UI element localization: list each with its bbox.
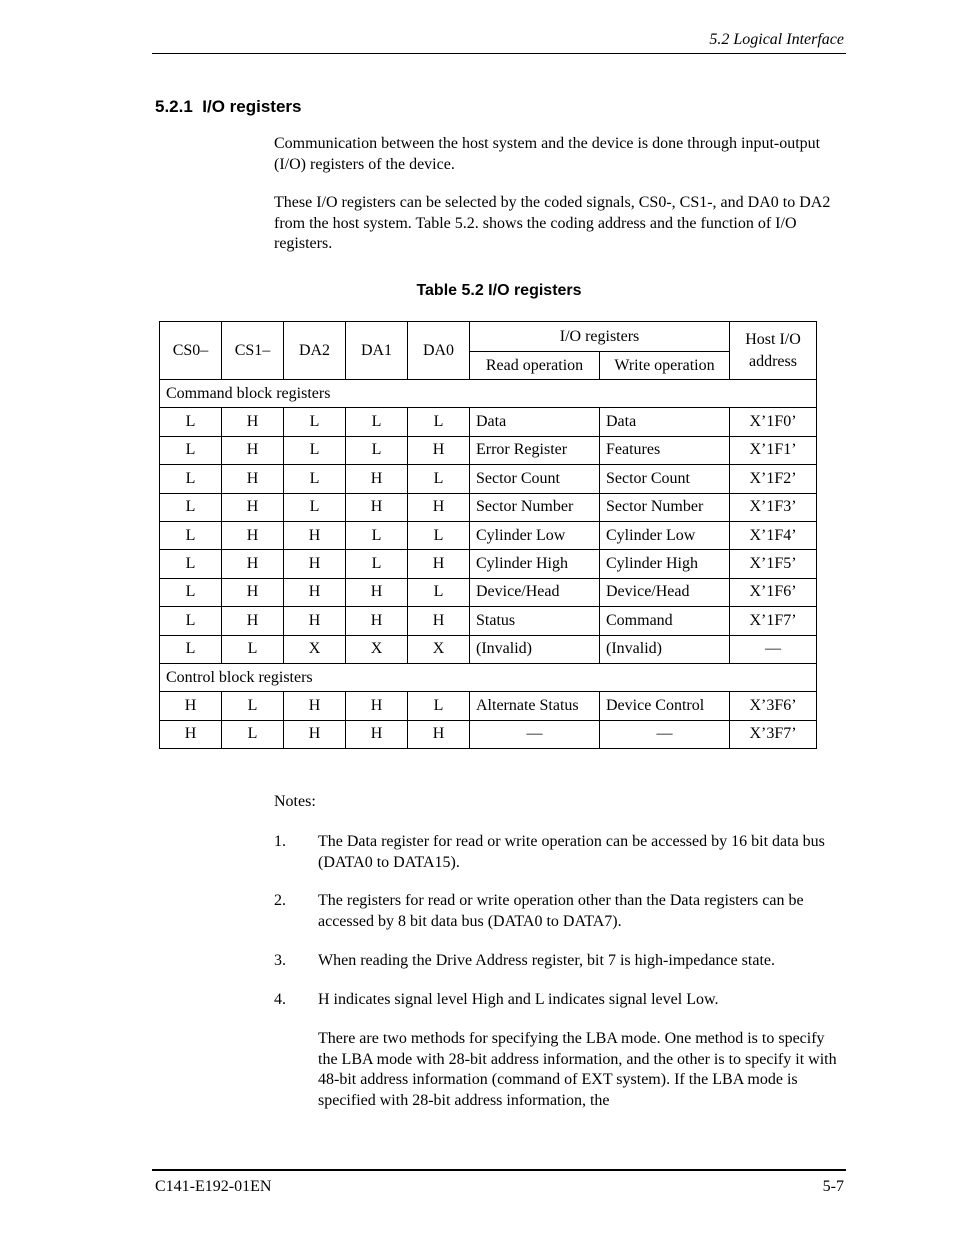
cell-read: (Invalid): [470, 635, 600, 663]
cell-da2: L: [284, 408, 346, 436]
cell-da1: H: [346, 493, 408, 521]
table-row: [160, 635, 817, 663]
group-command-block: Command block registers: [160, 380, 817, 408]
cell-da1: L: [346, 550, 408, 578]
cell-read: Cylinder Low: [470, 521, 600, 549]
cell-read: Error Register: [470, 436, 600, 464]
intro-paragraph-2: These I/O registers can be selected by the coded signals, CS0-, CS1-, and DA0 to DA2 from the host system. Table 5.2. shows the coding address and the function of I/O registers.: [274, 194, 831, 252]
cell-write: Sector Number: [600, 493, 730, 521]
cell-cs1: L: [222, 635, 284, 663]
cell-da1: L: [346, 408, 408, 436]
cell-cs0: L: [160, 465, 222, 493]
group-control-block: Control block registers: [160, 663, 817, 691]
cell-da2: L: [284, 493, 346, 521]
cell-da0: L: [408, 692, 470, 720]
intro-paragraph-1: Communication between the host system and the device is done through input-output (I/O) registers of the device.: [274, 135, 821, 173]
cell-cs1: H: [222, 408, 284, 436]
header-read-operation: Read operation: [470, 352, 600, 380]
cell-da0: H: [408, 493, 470, 521]
header-write-operation: Write operation: [600, 352, 730, 380]
cell-da2: H: [284, 521, 346, 549]
table-row: [160, 521, 817, 549]
cell-da0: L: [408, 578, 470, 606]
cell-read: Sector Count: [470, 465, 600, 493]
note-number: 2.: [274, 892, 286, 909]
cell-read: Device/Head: [470, 578, 600, 606]
cell-write: Features: [600, 436, 730, 464]
cell-write: Command: [600, 607, 730, 635]
notes-label: Notes:: [274, 793, 316, 810]
cell-da2: L: [284, 436, 346, 464]
table-row: [160, 493, 817, 521]
cell-write: Device/Head: [600, 578, 730, 606]
cell-da0: L: [408, 521, 470, 549]
cell-da2: X: [284, 635, 346, 663]
cell-cs0: L: [160, 436, 222, 464]
cell-da0: H: [408, 607, 470, 635]
cell-da2: H: [284, 692, 346, 720]
table-caption: Table 5.2 I/O registers: [416, 282, 582, 299]
cell-da2: H: [284, 720, 346, 748]
cell-write: (Invalid): [600, 635, 730, 663]
table-row: [160, 607, 817, 635]
cell-da0: H: [408, 436, 470, 464]
cell-read: Alternate Status: [470, 692, 600, 720]
cell-da1: H: [346, 578, 408, 606]
cell-host-address: X’1F4’: [730, 521, 817, 549]
header-cs0: CS0–: [160, 322, 222, 380]
note-text: The Data register for read or write operation can be accessed by 16 bit data bus (DATA0 to DATA15).: [318, 833, 825, 871]
cell-host-address: X’1F2’: [730, 465, 817, 493]
cell-write: Cylinder High: [600, 550, 730, 578]
cell-host-address: X’1F3’: [730, 493, 817, 521]
cell-cs1: L: [222, 692, 284, 720]
cell-da1: L: [346, 436, 408, 464]
section-heading: [155, 97, 301, 117]
cell-write: Device Control: [600, 692, 730, 720]
note-text: H indicates signal level High and L indicates signal level Low.: [318, 991, 719, 1008]
cell-da0: H: [408, 720, 470, 748]
cell-cs0: L: [160, 550, 222, 578]
cell-write: —: [600, 720, 730, 748]
header-da2: DA2: [284, 322, 346, 380]
cell-write: Data: [600, 408, 730, 436]
cell-cs1: H: [222, 607, 284, 635]
cell-host-address: X’1F0’: [730, 408, 817, 436]
note-number: 4.: [274, 991, 286, 1008]
cell-da1: H: [346, 607, 408, 635]
cell-da2: H: [284, 607, 346, 635]
table-row: [160, 436, 817, 464]
cell-host-address: —: [730, 635, 817, 663]
header-host-address: Host I/O address: [730, 322, 817, 380]
document-id: C141-E192-01EN: [155, 1178, 272, 1195]
cell-cs1: H: [222, 521, 284, 549]
cell-da1: H: [346, 692, 408, 720]
table-row: [160, 408, 817, 436]
header-io-registers: I/O registers: [470, 322, 730, 352]
cell-cs0: L: [160, 635, 222, 663]
cell-cs1: H: [222, 493, 284, 521]
footer-rule: [152, 1169, 846, 1171]
cell-cs0: L: [160, 578, 222, 606]
cell-cs1: L: [222, 720, 284, 748]
table-row: [160, 720, 817, 748]
continuation-text: There are two methods for specifying the LBA mode. One method is to specify the LBA mode with 28-bit address information, and the other is to specify it with 48-bit address information (command of EXT system). If the LBA mode is specified with 28-bit address information, the: [318, 1030, 837, 1109]
cell-read: Data: [470, 408, 600, 436]
cell-cs0: L: [160, 408, 222, 436]
cell-host-address: X’1F7’: [730, 607, 817, 635]
cell-da1: L: [346, 521, 408, 549]
note-text: When reading the Drive Address register, bit 7 is high-impedance state.: [318, 952, 775, 969]
note-number: 3.: [274, 952, 286, 969]
table-row: [160, 692, 817, 720]
cell-da2: L: [284, 465, 346, 493]
table-row: [160, 465, 817, 493]
cell-da1: X: [346, 635, 408, 663]
cell-da2: H: [284, 578, 346, 606]
cell-write: Cylinder Low: [600, 521, 730, 549]
cell-da0: H: [408, 550, 470, 578]
table-row: [160, 550, 817, 578]
cell-host-address: X’3F7’: [730, 720, 817, 748]
cell-write: Sector Count: [600, 465, 730, 493]
table-row: [160, 578, 817, 606]
cell-da1: H: [346, 465, 408, 493]
page-number: 5-7: [822, 1178, 844, 1195]
cell-da0: L: [408, 465, 470, 493]
cell-host-address: X’1F6’: [730, 578, 817, 606]
header-rule: [152, 53, 846, 54]
cell-cs0: L: [160, 521, 222, 549]
cell-cs1: H: [222, 578, 284, 606]
section-number: 5.2.1: [155, 97, 193, 116]
cell-read: —: [470, 720, 600, 748]
header-cs1: CS1–: [222, 322, 284, 380]
section-title: I/O registers: [202, 97, 302, 116]
cell-host-address: X’1F5’: [730, 550, 817, 578]
cell-cs1: H: [222, 465, 284, 493]
cell-da0: L: [408, 408, 470, 436]
cell-da0: X: [408, 635, 470, 663]
cell-read: Status: [470, 607, 600, 635]
cell-cs1: H: [222, 550, 284, 578]
cell-da2: H: [284, 550, 346, 578]
note-text: The registers for read or write operation other than the Data registers can be accessed by 8 bit data bus (DATA0 to DATA7).: [318, 892, 804, 930]
cell-read: Cylinder High: [470, 550, 600, 578]
io-registers-table: [159, 321, 817, 749]
cell-host-address: X’1F1’: [730, 436, 817, 464]
cell-da1: H: [346, 720, 408, 748]
note-number: 1.: [274, 833, 286, 850]
running-header: 5.2 Logical Interface: [709, 31, 844, 48]
header-da0: DA0: [408, 322, 470, 380]
cell-cs0: L: [160, 493, 222, 521]
header-da1: DA1: [346, 322, 408, 380]
cell-host-address: X’3F6’: [730, 692, 817, 720]
cell-cs0: L: [160, 607, 222, 635]
cell-cs1: H: [222, 436, 284, 464]
cell-cs0: H: [160, 720, 222, 748]
cell-read: Sector Number: [470, 493, 600, 521]
cell-cs0: H: [160, 692, 222, 720]
